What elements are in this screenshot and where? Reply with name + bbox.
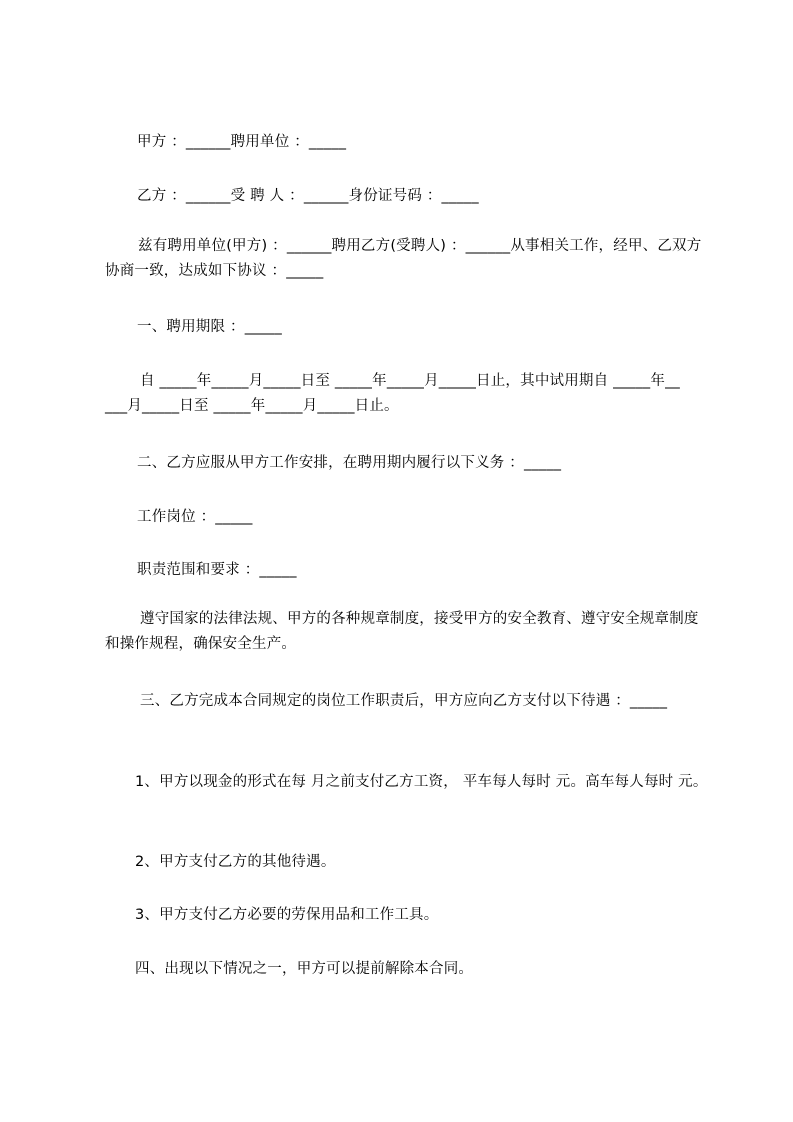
section-4-title: 四、出现以下情况之一，甲方可以提前解除本合同。 xyxy=(135,961,474,977)
party-b-line: 乙方 ：______受 聘 人 ：______身份证号码 ：_____ xyxy=(137,188,479,204)
employment-period-paragraph: 自 _____年_____月_____日至 _____年_____月_____日止，其中试用期自 _____年_____月_____日至 _____年_____月_____日止。 xyxy=(105,373,680,414)
section-2-title: 二、乙方应服从甲方工作安排，在聘用期内履行以下义务 ：_____ xyxy=(137,455,562,471)
compliance-paragraph: 遵守国家的法律法规、甲方的各种规章制度，接受甲方的安全教育、遵守安全规章制度和操作规程，确保安全生产。 xyxy=(105,611,699,652)
duties-line: 职责范围和要求 ：_____ xyxy=(137,562,297,578)
job-position-line: 工作岗位 ：_____ xyxy=(137,509,253,525)
benefit-item-2: 2、甲方支付乙方的其他待遇。 xyxy=(135,854,336,870)
benefit-item-1: 1、甲方以现金的形式在每 月之前支付乙方工资， 平车每人每时 元。高车每人每时 元。 xyxy=(135,774,708,790)
intro-paragraph: 兹有聘用单位(甲方) ：______聘用乙方(受聘人) ：______从事相关工作，经甲、乙双方协商一致，达成如下协议 ：_____ xyxy=(105,238,702,279)
party-a-line: 甲方 ：______聘用单位 ：_____ xyxy=(137,134,347,150)
benefit-item-3: 3、甲方支付乙方必要的劳保用品和工作工具。 xyxy=(135,907,439,923)
section-3-title: 三、乙方完成本合同规定的岗位工作职责后，甲方应向乙方支付以下待遇 ：_____ xyxy=(140,693,668,709)
section-1-title: 一、聘用期限 ：_____ xyxy=(137,319,282,335)
